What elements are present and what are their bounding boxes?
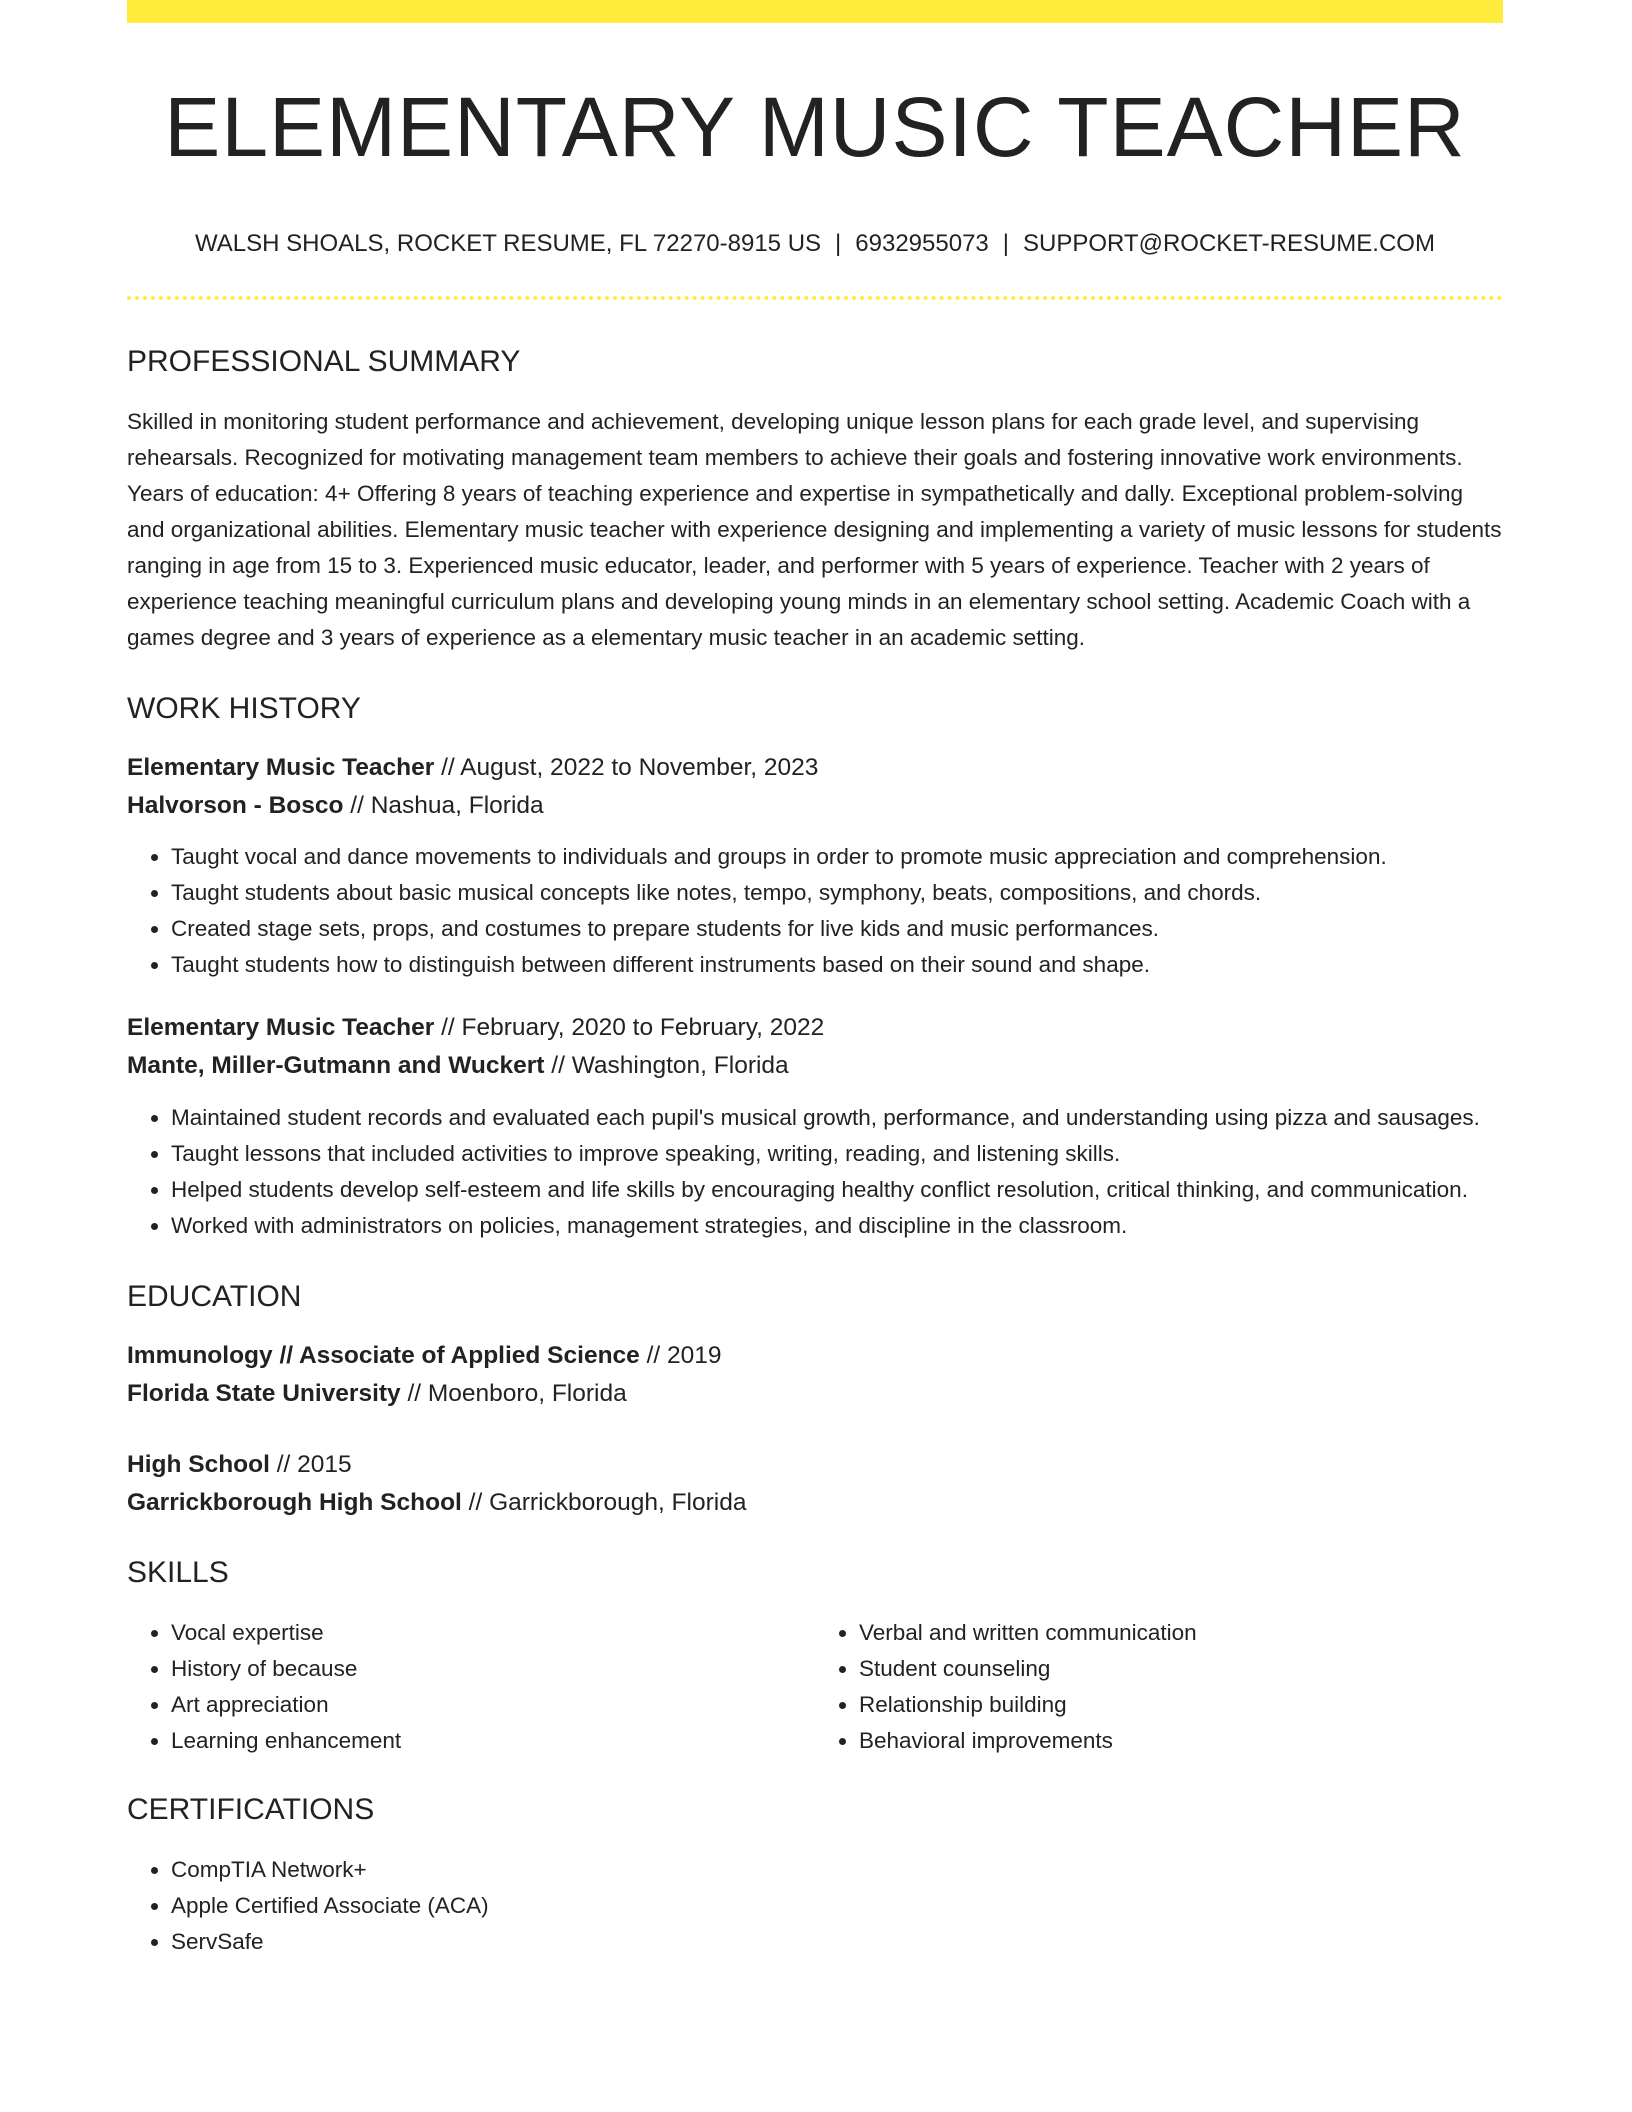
resume-title: ELEMENTARY MUSIC TEACHER bbox=[164, 80, 1466, 174]
education-degree-line bbox=[127, 1337, 1503, 1375]
skill-item: • Art appreciation bbox=[171, 1687, 815, 1723]
skill-item: • Student counseling bbox=[859, 1651, 1503, 1687]
job-company: Mante, Miller-Gutmann and Wuckert bbox=[127, 1052, 545, 1079]
certification-item: • ServSafe bbox=[171, 1924, 1503, 1960]
education-location: // Garrickborough, Florida bbox=[461, 1489, 747, 1516]
job-company: Halvorson - Bosco bbox=[127, 792, 344, 819]
job-location: // Washington, Florida bbox=[544, 1052, 789, 1079]
summary-text: Skilled in monitoring student performance and achievement, developing unique lesson plans for each grade level, and supervising rehearsals. Recognized for motivating management team members to achieve their goals and fostering innovative work environments. Years of education: 4+ Offering 8 years of teaching experience and expertise in sympathetically and dally. Exceptional problem-solving and organizational abilities. Elementary music teacher with experience designing and implementing a variety of music lessons for students ranging in age from 15 to 3. Experienced music educator, leader, and performer with 5 years of experience. Teacher with 2 years of experience teaching meaningful curriculum plans and developing young minds in an elementary school setting. Academic Coach with a games degree and 3 years of experience as a elementary music teacher in an academic setting. bbox=[127, 409, 1502, 650]
top-accent-bar bbox=[127, 0, 1503, 23]
job-company-line bbox=[127, 1047, 1503, 1085]
contact-phone: 6932955073 bbox=[855, 230, 989, 257]
contact-separator: | bbox=[835, 230, 842, 257]
job-role: Elementary Music Teacher bbox=[127, 754, 435, 781]
education-school-line bbox=[127, 1484, 1503, 1522]
education-school-line bbox=[127, 1375, 1503, 1413]
skill-item: • History of because bbox=[171, 1651, 815, 1687]
job-title-line bbox=[127, 749, 1503, 787]
summary-heading: PROFESSIONAL SUMMARY bbox=[127, 345, 521, 378]
job-title-line bbox=[127, 1009, 1503, 1047]
skill-item: • Vocal expertise bbox=[171, 1615, 815, 1651]
contact-address: WALSH SHOALS, ROCKET RESUME, FL 72270-8915 US bbox=[195, 230, 822, 257]
skill-item: • Relationship building bbox=[859, 1687, 1503, 1723]
skills-column-right bbox=[815, 1615, 1503, 1759]
education-year: // 2015 bbox=[269, 1451, 352, 1478]
job-bullet: • Taught vocal and dance movements to individuals and groups in order to promote music appreciation and comprehension. bbox=[171, 839, 1503, 875]
job-entry bbox=[127, 749, 1503, 983]
job-dates: // August, 2022 to November, 2023 bbox=[434, 754, 819, 781]
skills-grid bbox=[127, 1615, 1503, 1759]
job-bullets bbox=[127, 1100, 1503, 1244]
job-bullet: • Created stage sets, props, and costumes to prepare students for live kids and music performances. bbox=[171, 911, 1503, 947]
education-school: Garrickborough High School bbox=[127, 1489, 462, 1516]
skills-column-left bbox=[127, 1615, 815, 1759]
job-bullet: • Worked with administrators on policies, management strategies, and discipline in the classroom. bbox=[171, 1208, 1503, 1244]
job-bullet: • Maintained student records and evaluated each pupil's musical growth, performance, and understanding using pizza and sausages. bbox=[171, 1100, 1503, 1136]
contact-separator: | bbox=[1002, 230, 1009, 257]
education-entry bbox=[127, 1337, 1503, 1413]
education-degree-line bbox=[127, 1446, 1503, 1484]
job-role: Elementary Music Teacher bbox=[127, 1014, 435, 1041]
job-location: // Nashua, Florida bbox=[343, 792, 544, 819]
job-company-line bbox=[127, 787, 1503, 825]
contact-line bbox=[127, 232, 1503, 256]
certifications-heading: CERTIFICATIONS bbox=[127, 1793, 375, 1826]
job-bullet: • Helped students develop self-esteem and life skills by encouraging healthy conflict resolution, critical thinking, and communication. bbox=[171, 1172, 1503, 1208]
job-bullet: • Taught students how to distinguish between different instruments based on their sound and shape. bbox=[171, 947, 1503, 983]
education-year: // 2019 bbox=[639, 1342, 722, 1369]
education-entry bbox=[127, 1446, 1503, 1522]
contact-email: SUPPORT@ROCKET-RESUME.COM bbox=[1023, 230, 1435, 257]
header-divider bbox=[127, 296, 1503, 300]
job-bullets bbox=[127, 839, 1503, 983]
job-bullet: • Taught lessons that included activities to improve speaking, writing, reading, and listening skills. bbox=[171, 1136, 1503, 1172]
work-history-heading: WORK HISTORY bbox=[127, 692, 361, 725]
resume-page bbox=[127, 0, 1503, 1960]
job-bullet: • Taught students about basic musical concepts like notes, tempo, symphony, beats, compositions, and chords. bbox=[171, 875, 1503, 911]
skills-heading: SKILLS bbox=[127, 1556, 229, 1589]
certification-item: • CompTIA Network+ bbox=[171, 1852, 1503, 1888]
certification-item: • Apple Certified Associate (ACA) bbox=[171, 1888, 1503, 1924]
job-dates: // February, 2020 to February, 2022 bbox=[434, 1014, 825, 1041]
education-location: // Moenboro, Florida bbox=[400, 1380, 627, 1407]
education-degree: High School bbox=[127, 1451, 270, 1478]
education-school: Florida State University bbox=[127, 1380, 401, 1407]
skill-item: • Learning enhancement bbox=[171, 1723, 815, 1759]
job-entry bbox=[127, 1009, 1503, 1244]
education-degree: Immunology // Associate of Applied Science bbox=[127, 1342, 640, 1369]
certifications-list bbox=[127, 1852, 1503, 1960]
skill-item: • Verbal and written communication bbox=[859, 1615, 1503, 1651]
skill-item: • Behavioral improvements bbox=[859, 1723, 1503, 1759]
education-heading: EDUCATION bbox=[127, 1280, 302, 1313]
